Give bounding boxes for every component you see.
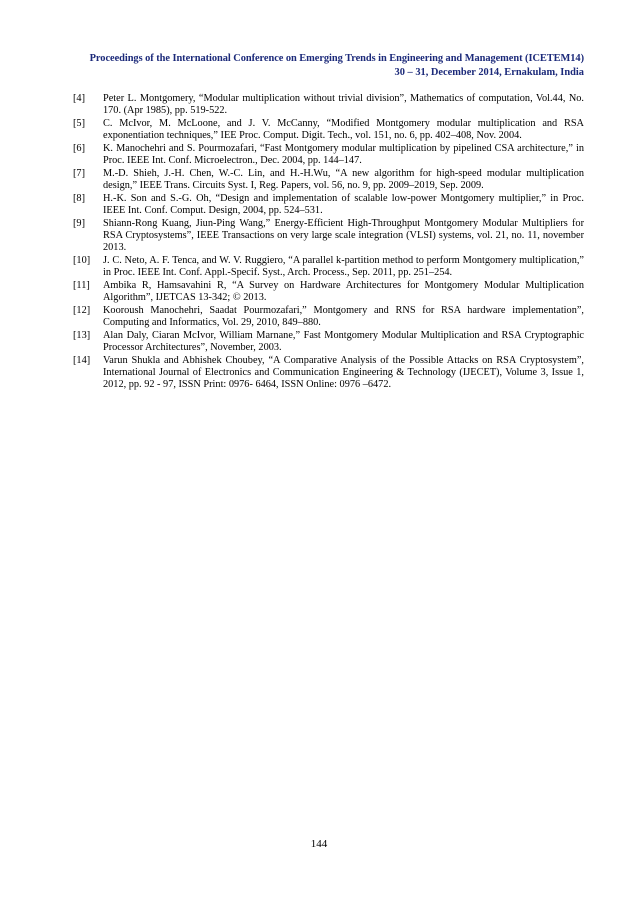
header-date-location: 30 – 31, December 2014, Ernakulam, India <box>394 66 584 78</box>
reference-number: [8] <box>73 192 86 204</box>
reference-number: [13] <box>73 329 91 341</box>
reference-item <box>73 168 584 193</box>
reference-text: Shiann-Rong Kuang, Jiun-Ping Wang,” Energy-Efficient High-Throughput Montgomery Modular Multipliers for RSA Cryptosystems”, IEEE Transactions on very large scale integration (VLSI) systems, vol. 21, no. 11, november 2013. <box>103 217 584 254</box>
running-header <box>60 52 584 79</box>
reference-text: Kooroush Manochehri, Saadat Pourmozafari,” Montgomery and RNS for RSA hardware implementation”, Computing and Informatics, Vol. 29, 2010, 849–880. <box>103 304 584 329</box>
reference-number: [14] <box>73 354 91 366</box>
reference-text: Ambika R, Hamsavahini R, “A Survey on Hardware Architectures for Montgomery Modular Multiplication Algorithm”, IJETCAS 13-342; © 2013. <box>103 279 584 304</box>
reference-text: Alan Daly, Ciaran McIvor, William Marnane,” Fast Montgomery Modular Multiplication and RSA Cryptographic Processor Architectures”, November, 2003. <box>103 329 584 354</box>
reference-item <box>73 330 584 355</box>
reference-number: [10] <box>73 254 91 266</box>
reference-text: H.-K. Son and S.-G. Oh, “Design and implementation of scalable low-power Montgomery multiplier,” in Proc. IEEE Int. Conf. Comput. Design, 2004, pp. 524–531. <box>103 192 584 217</box>
reference-text: J. C. Neto, A. F. Tenca, and W. V. Ruggiero, “A parallel k-partition method to perform Montgomery multiplication,” in Proc. IEEE Int. Conf. Appl.-Specif. Syst., Arch. Process., Sep. 2011, pp. 251–254. <box>103 254 584 279</box>
reference-number: [6] <box>73 142 86 154</box>
reference-item <box>73 93 584 118</box>
reference-item <box>73 305 584 330</box>
reference-text: M.-D. Shieh, J.-H. Chen, W.-C. Lin, and H.-H.Wu, “A new algorithm for high-speed modular multiplication design,” IEEE Trans. Circuits Syst. I, Reg. Papers, vol. 56, no. 9, pp. 2009–2019, Sep. 2009. <box>103 167 584 192</box>
reference-number: [12] <box>73 304 91 316</box>
reference-item <box>73 355 584 392</box>
reference-number: [9] <box>73 217 86 229</box>
reference-item <box>73 118 584 143</box>
reference-text: K. Manochehri and S. Pourmozafari, “Fast Montgomery modular multiplication by pipelined CSA architecture,” in Proc. IEEE Int. Conf. Microelectron., Dec. 2004, pp. 144–147. <box>103 142 584 167</box>
reference-text: Peter L. Montgomery, “Modular multiplication without trivial division”, Mathematics of computation, Vol.44, No. 170. (Apr 1985), pp. 519-522. <box>103 93 584 117</box>
header-conference-title: Proceedings of the International Conference on Emerging Trends in Engineering and Management (ICETEM14) <box>89 53 584 64</box>
reference-text: Varun Shukla and Abhishek Choubey, “A Comparative Analysis of the Possible Attacks on RSA Cryptosystem”, International Journal of Electronics and Communication Engineering & Technology (IJECET), Volume 3, Issue 1, 2012, pp. 92 - 97, ISSN Print: 0976- 6464, ISSN Online: 0976 –6472. <box>103 354 584 391</box>
reference-item <box>73 280 584 305</box>
page-number: 144 <box>310 838 328 850</box>
reference-item <box>73 255 584 280</box>
reference-item <box>73 143 584 168</box>
reference-item <box>73 218 584 255</box>
reference-number: [4] <box>73 93 86 104</box>
reference-item <box>73 193 584 218</box>
reference-number: [7] <box>73 167 86 179</box>
reference-number: [11] <box>73 279 90 291</box>
reference-number: [5] <box>73 117 86 129</box>
reference-list <box>73 93 584 392</box>
reference-text: C. McIvor, M. McLoone, and J. V. McCanny, “Modified Montgomery modular multiplication and RSA exponentiation techniques,” IEE Proc. Comput. Digit. Tech., vol. 151, no. 6, pp. 402–408, Nov. 2004. <box>103 117 584 142</box>
